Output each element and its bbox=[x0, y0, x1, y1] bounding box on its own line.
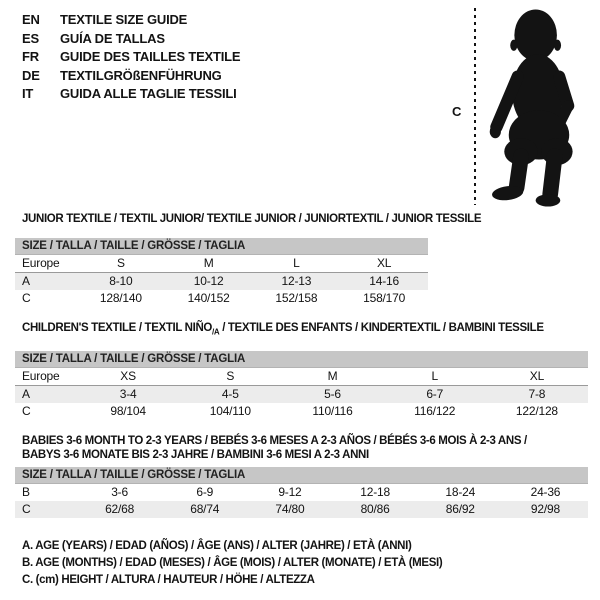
size-value-cell: 18-24 bbox=[445, 485, 476, 500]
size-header-bar: SIZE / TALLA / TAILLE / GRÖSSE / TAGLIA bbox=[15, 351, 588, 368]
size-value-cell: 24-36 bbox=[530, 485, 561, 500]
size-value-cell: 8-10 bbox=[109, 274, 133, 288]
legend-note-line: A. AGE (YEARS) / EDAD (AÑOS) / ÂGE (ANS) / ALTER (JAHRE) / ETÀ (ANNI) bbox=[22, 540, 412, 552]
table-row bbox=[15, 255, 428, 273]
guide-title-translation: TEXTILE SIZE GUIDE bbox=[60, 12, 188, 27]
row-label: Europe bbox=[22, 369, 60, 384]
row-label: C bbox=[22, 404, 31, 419]
size-value-cell: L bbox=[293, 256, 300, 270]
language-code: DE bbox=[22, 67, 40, 83]
row-label: C bbox=[22, 291, 31, 305]
table-row bbox=[15, 501, 588, 518]
guide-title-translation: TEXTILGRÖßENFÜHRUNG bbox=[60, 67, 222, 83]
size-value-cell: 4-5 bbox=[221, 387, 239, 402]
table-title-text: BABIES 3-6 MONTH TO 2-3 YEARS / BEBÉS 3-6 MESES A 2-3 AÑOS / BÉBÉS 3-6 MOIS À 2-3 ANS / bbox=[22, 435, 527, 448]
language-row bbox=[22, 67, 240, 86]
size-value-cell: XS bbox=[120, 369, 136, 384]
size-value-cell: 7-8 bbox=[528, 387, 546, 402]
size-value-cell: 5-6 bbox=[324, 387, 341, 402]
size-table bbox=[15, 238, 428, 307]
size-value-cell: 68/74 bbox=[190, 502, 220, 517]
size-value-cell: 80/86 bbox=[360, 502, 390, 517]
legend-note-line: C. (cm) HEIGHT / ALTURA / HAUTEUR / HÖHE / ALTEZZA bbox=[22, 574, 315, 586]
language-title-list bbox=[22, 11, 240, 104]
language-row bbox=[22, 30, 240, 49]
size-value-cell: 122/128 bbox=[515, 404, 558, 419]
language-code: FR bbox=[22, 49, 39, 64]
table-row bbox=[15, 403, 588, 420]
size-value-cell: 12-18 bbox=[360, 485, 390, 500]
table-row bbox=[15, 290, 428, 307]
language-code: EN bbox=[22, 12, 40, 27]
size-value-cell: 128/140 bbox=[99, 291, 142, 305]
table-title-text: CHILDREN'S TEXTILE / TEXTIL NIÑO bbox=[22, 322, 213, 334]
row-label: Europe bbox=[22, 256, 60, 270]
size-value-cell: 6-7 bbox=[426, 387, 444, 402]
size-value-cell: 9-12 bbox=[278, 485, 302, 500]
size-header-bar: SIZE / TALLA / TAILLE / GRÖSSE / TAGLIA bbox=[15, 238, 428, 255]
size-tables bbox=[15, 212, 588, 532]
size-value-cell: 3-6 bbox=[111, 485, 128, 500]
size-table-section bbox=[15, 434, 588, 518]
size-value-cell: 152/158 bbox=[275, 291, 318, 305]
toddler-figure bbox=[445, 0, 600, 215]
size-value-cell: 92/98 bbox=[530, 502, 560, 517]
table-title bbox=[22, 434, 582, 462]
row-label: B bbox=[22, 485, 30, 500]
table-title-text: JUNIOR TEXTILE / TEXTIL JUNIOR/ TEXTILE JUNIOR / JUNIORTEXTIL / JUNIOR TESSILE bbox=[22, 213, 482, 225]
table-row bbox=[15, 484, 588, 501]
size-value-cell: 98/104 bbox=[110, 404, 146, 419]
row-label: A bbox=[22, 274, 30, 288]
table-title-text: BABYS 3-6 MONATE BIS 2-3 JAHRE / BAMBINI 3-6 MESI A 2-3 ANNI bbox=[22, 449, 369, 462]
size-value-cell: L bbox=[431, 369, 438, 384]
size-value-cell: 116/122 bbox=[414, 404, 456, 419]
size-value-cell: 110/116 bbox=[312, 404, 353, 419]
legend-notes bbox=[22, 538, 442, 589]
table-row bbox=[15, 368, 588, 386]
size-value-cell: XL bbox=[529, 369, 545, 384]
language-row bbox=[22, 48, 240, 67]
size-value-cell: 140/152 bbox=[187, 291, 230, 305]
row-label: A bbox=[22, 387, 30, 402]
table-title bbox=[22, 212, 588, 226]
table-row bbox=[15, 273, 428, 290]
table-title bbox=[22, 321, 588, 339]
size-value-cell: M bbox=[203, 256, 214, 270]
size-header-bar: SIZE / TALLA / TAILLE / GRÖSSE / TAGLIA bbox=[15, 467, 588, 484]
size-value-cell: 6-9 bbox=[196, 485, 214, 500]
size-value-cell: M bbox=[327, 369, 338, 384]
size-value-cell: 12-13 bbox=[281, 274, 312, 288]
size-table-section bbox=[15, 212, 588, 307]
size-value-cell: 74/80 bbox=[275, 502, 305, 517]
language-code: IT bbox=[22, 86, 34, 101]
size-table bbox=[15, 467, 588, 518]
size-value-cell: 14-16 bbox=[369, 274, 399, 288]
guide-title-translation: GUIDE DES TAILLES TEXTILE bbox=[60, 49, 241, 64]
language-code: ES bbox=[22, 30, 39, 46]
legend-note-line: B. AGE (MONTHS) / EDAD (MESES) / ÂGE (MOIS) / ALTER (MONATE) / ETÀ (MESI) bbox=[22, 557, 443, 569]
size-value-cell: 86/92 bbox=[445, 502, 475, 517]
table-row bbox=[15, 386, 588, 403]
size-table-section bbox=[15, 321, 588, 420]
table-title-subscript: /A bbox=[212, 327, 220, 337]
size-table bbox=[15, 351, 588, 420]
size-value-cell: 62/68 bbox=[105, 502, 135, 517]
size-value-cell: 3-4 bbox=[119, 387, 137, 402]
size-value-cell: S bbox=[116, 256, 125, 270]
toddler-silhouette-icon bbox=[483, 4, 595, 212]
guide-title-translation: GUIDA ALLE TAGLIE TESSILI bbox=[60, 86, 237, 101]
size-value-cell: XL bbox=[376, 256, 392, 270]
size-value-cell: S bbox=[226, 369, 235, 384]
height-dashed-line bbox=[474, 8, 476, 205]
size-value-cell: 10-12 bbox=[193, 274, 224, 288]
guide-title-translation: GUÍA DE TALLAS bbox=[60, 30, 165, 46]
language-row bbox=[22, 11, 240, 30]
size-value-cell: 158/170 bbox=[363, 291, 406, 305]
table-title-text: / TEXTILE DES ENFANTS / KINDERTEXTIL / BAMBINI TESSILE bbox=[219, 322, 544, 334]
size-value-cell: 104/110 bbox=[209, 404, 251, 419]
language-row bbox=[22, 85, 240, 104]
height-label-c: C bbox=[452, 104, 462, 119]
row-label: C bbox=[22, 502, 31, 517]
